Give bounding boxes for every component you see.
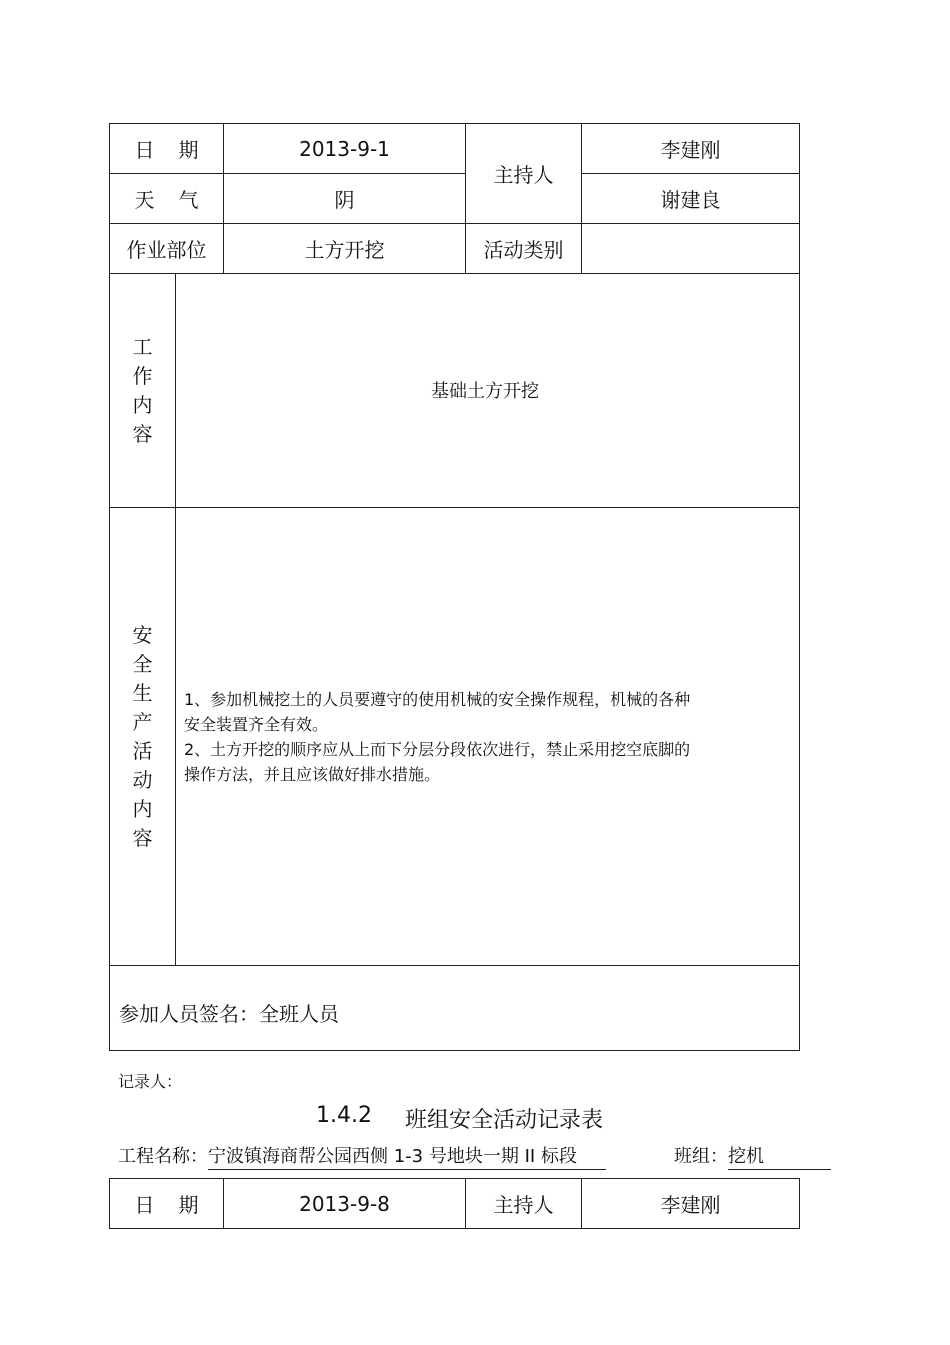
activity-label: 活动类别 <box>483 238 564 262</box>
work-content: 基础土方开挖 <box>431 381 539 402</box>
safety-label-cell <box>109 507 176 966</box>
safety-line: 安全装置齐全有效。 <box>184 715 329 734</box>
host-label-cell <box>465 123 582 224</box>
work-label-char: 工 <box>132 334 153 359</box>
weather-value-cell <box>223 173 466 224</box>
host-value-1: 李建刚 <box>660 138 721 162</box>
safety-label-char: 生 <box>132 680 153 705</box>
safety-line: 2、土方开挖的顺序应从上而下分层分段依次进行，禁止采用挖空底脚的 <box>184 740 691 759</box>
date-value-cell <box>223 123 466 174</box>
work-content-cell <box>175 273 800 508</box>
safety-label-char: 容 <box>132 825 153 850</box>
weather-label: 天气 <box>134 188 223 212</box>
host-value-cell-3 <box>581 1178 800 1229</box>
host-value-3: 李建刚 <box>660 1193 721 1217</box>
date-label: 日期 <box>134 138 223 162</box>
host-label: 主持人 <box>493 163 554 187</box>
team-value: 挖机 <box>728 1142 831 1170</box>
work-label-char: 内 <box>132 392 153 417</box>
location-label: 作业部位 <box>126 238 207 262</box>
signature-cell <box>109 965 800 1051</box>
date-value-2: 2013-9-8 <box>299 1191 390 1216</box>
host-value-2: 谢建良 <box>660 188 721 212</box>
safety-content <box>184 687 690 787</box>
safety-line: 1、参加机械挖土的人员要遵守的使用机械的安全操作规程，机械的各种 <box>184 690 691 709</box>
signature-line <box>119 998 339 1027</box>
signature-label: 参加人员签名： <box>119 1002 259 1026</box>
location-value: 土方开挖 <box>304 238 385 262</box>
safety-label-char: 活 <box>132 738 153 763</box>
safety-label-char: 安 <box>132 622 153 647</box>
safety-content-cell <box>175 507 800 966</box>
recorder-label: 记录人： <box>118 1072 183 1091</box>
project-name: 宁波镇海商帮公园西侧 1-3 号地块一期 II 标段 <box>208 1142 606 1170</box>
work-label-char: 容 <box>132 421 153 446</box>
section-number: 1.4.2 <box>316 1103 372 1128</box>
weather-value: 阴 <box>334 188 355 212</box>
safety-label-char: 全 <box>132 651 153 676</box>
project-label: 工程名称： <box>118 1146 208 1167</box>
host-label-2: 主持人 <box>493 1193 554 1217</box>
work-label-cell <box>109 273 176 508</box>
location-label-cell <box>109 223 224 274</box>
signature-value: 全班人员 <box>259 1002 339 1026</box>
weather-label-cell <box>109 173 224 224</box>
location-value-cell <box>223 223 466 274</box>
date-label-cell <box>109 123 224 174</box>
host-value-cell-2 <box>581 173 800 224</box>
host-value-cell-1 <box>581 123 800 174</box>
section-title: 班组安全活动记录表 <box>405 1108 604 1133</box>
work-label-char: 作 <box>132 363 153 388</box>
date-label-cell-2 <box>109 1178 224 1229</box>
safety-line: 操作方法，并且应该做好排水措施。 <box>184 765 441 784</box>
host-label-cell-2 <box>465 1178 582 1229</box>
activity-value-cell <box>581 223 800 274</box>
date-value-cell-2 <box>223 1178 466 1229</box>
date-label-2: 日期 <box>134 1193 223 1217</box>
activity-label-cell <box>465 223 582 274</box>
safety-label-char: 内 <box>132 796 153 821</box>
safety-label-char: 动 <box>132 767 153 792</box>
team-label: 班组： <box>674 1146 728 1167</box>
date-value: 2013-9-1 <box>299 136 390 161</box>
safety-label-char: 产 <box>132 709 153 734</box>
